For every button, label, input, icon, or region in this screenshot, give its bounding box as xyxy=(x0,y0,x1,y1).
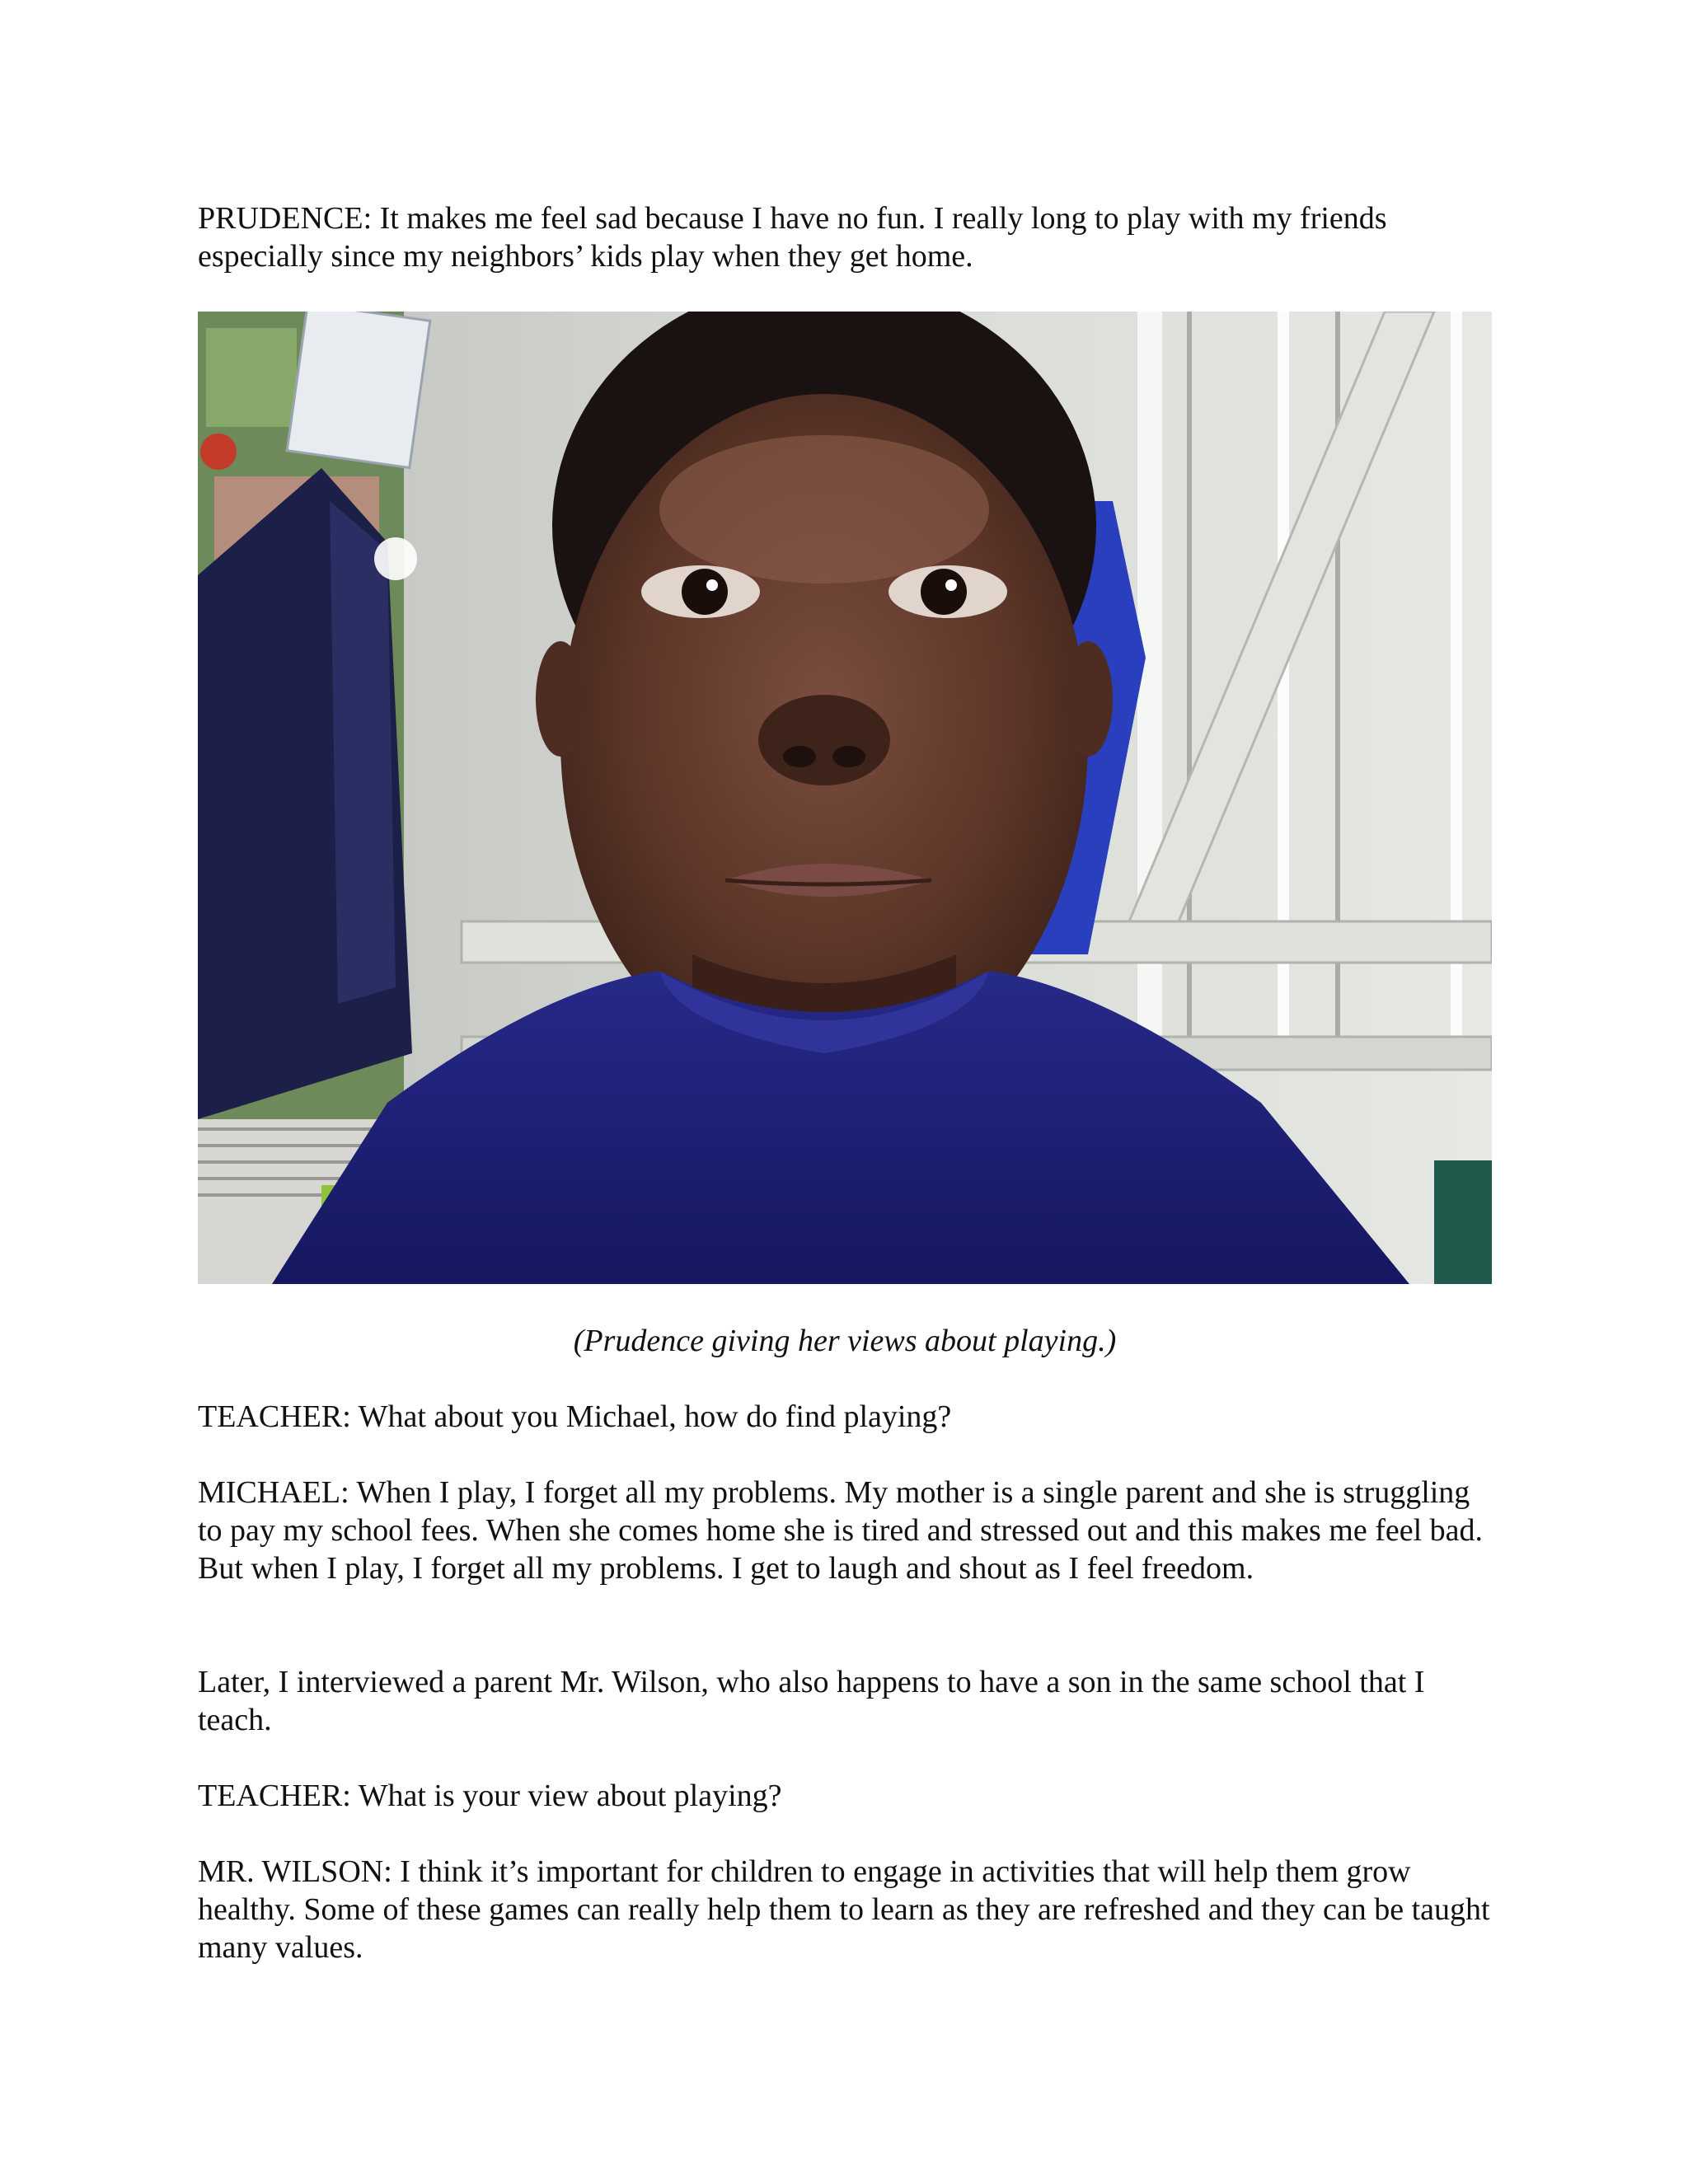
paragraph-wilson-answer: MR. WILSON: I think it’s important for children to engage in activities that will help them grow healthy. Some of these games can really help them to learn as they are refreshed and they can be taught many values. xyxy=(198,1854,1490,1965)
photo-illustration xyxy=(198,312,1492,1284)
paragraph-michael-answer: MICHAEL: When I play, I forget all my problems. My mother is a single parent and she is struggling to pay my school fees. When she comes home she is tired and stressed out and this makes me feel bad. But when I play, I forget all my problems. I get to laugh and shout as I feel freedom. xyxy=(198,1475,1484,1586)
photo-caption: (Prudence giving her views about playing.) xyxy=(573,1324,1117,1358)
paragraph-interview-intro: Later, I interviewed a parent Mr. Wilson, who also happens to have a son in the same school that I teach. xyxy=(198,1665,1425,1737)
paragraph-teacher-question-michael: TEACHER: What about you Michael, how do find playing? xyxy=(198,1399,952,1434)
photo-child-portrait xyxy=(198,312,1492,1284)
paragraph-prudence-answer: PRUDENCE: It makes me feel sad because I have no fun. I really long to play with my friends especially since my neighbors’ kids play when they get home. xyxy=(198,201,1387,274)
paragraph-teacher-question-wilson: TEACHER: What is your view about playing? xyxy=(198,1779,782,1813)
